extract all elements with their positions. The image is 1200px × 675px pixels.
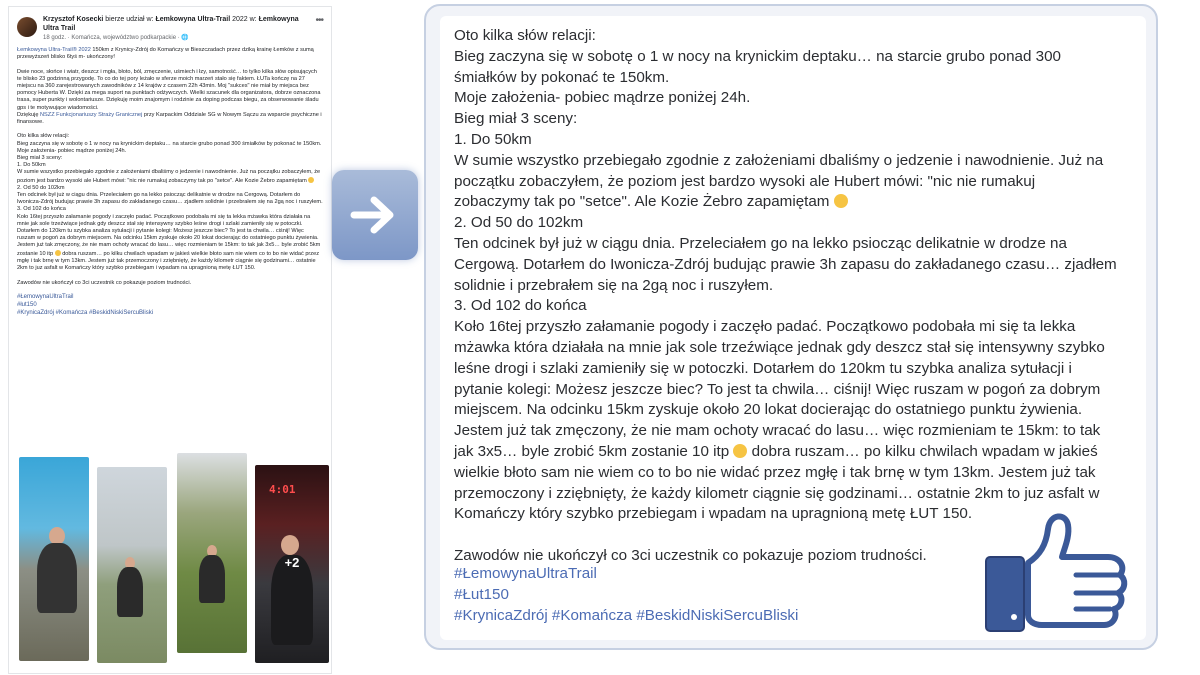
intro-text: 150km z Krynicy-Zdrój do Komańczy w Bieszczadach przez dziką krainę Łemków z sumą przewyższeń blisko 6tyś m- ukończony!: [17, 47, 316, 61]
photo-grid: [19, 453, 329, 667]
card-scene-3-text-2: dobra ruszam… po kilku chwilach wpadam w jakieś wielkie błoto sam nie wiem co to bo nie widać przez mgłę i tak brnę w tym 13km. Jestem już tak przemoczony i zziębnięty, że każdy kilometr ciągnie się godzinami… ostatnie 2km to juz asfalt w Komańczy który szybko przebiegam i wpadam na upragnioną metę ŁUT 150.: [454, 442, 1100, 523]
card-scene-2-text: Ten odcinek był już w ciągu dnia. Przeleciałem go na lekko psiocząc delikatnie w drodze na Cergową. Dotarłem do Iwonicza-Zdrój budując prawie 3h zapasu do zakładanego czasu… zjadłem solidnie i przebrałem się na 2gą noc i ruszyłem.: [454, 234, 1117, 294]
story-text-3: dobra ruszam… po kilku chwilach wpadam w jakieś wielkie błoto sam nie wiem co to bo nie widać przez mgłę i tak brnę w tym 13km. Jestem już tak przemoczony i zziębnięty, że każdy kilometr ciągnie się godzinami… ostatnie 2km to juz asfalt w Komańczy który szybko przebiegam i wpadam na upragnioną metę ŁUT 150.: [17, 250, 321, 272]
closing-text: Zawodów nie ukończył co 3ci uczestnik co pokazuje poziom trudności.: [17, 279, 192, 286]
post-meta: 18 godz. · Komańcza, województwo podkarpackie · 🌐: [43, 35, 189, 41]
runner-body: [199, 555, 225, 603]
photo-runner-4[interactable]: [255, 465, 329, 663]
card-line-intro: Oto kilka słów relacji:: [454, 27, 596, 44]
card-scene-3-title: 3. Od 102 do końca: [454, 297, 587, 315]
runner-body: [37, 543, 77, 613]
photo-runner-2[interactable]: [97, 467, 167, 663]
post-header-text: [43, 15, 311, 43]
more-photos-count[interactable]: +2: [284, 555, 300, 570]
runner-head: [281, 535, 299, 555]
card-line-start: Bieg zaczyna się w sobotę o 1 w nocy na krynickim deptaku… na starcie grubo ponad 300 śmiałków by pokonać te 150km.: [454, 47, 1061, 86]
thanks-suffix: przy Karpackim Oddziale SG w Nowym Sączu za wsparcie psychiczne i finansowe.: [17, 111, 324, 126]
card-scene-1-title: 1. Do 50km: [454, 130, 532, 148]
thumbs-up-icon: [980, 505, 1130, 635]
photo-runner-3[interactable]: [177, 453, 247, 653]
post-paragraph-1: Dwie noce, słońce i wiatr, deszcz i mgła, błoto, ból, zmęczenie, uśmiech i łzy, samotność… to tylko kilka słów opisujących te blisko 23 godzinną przygodę. To co do tej pory leżało w sferze moich marzeń stało się faktem. ŁUTa kończę na 27 miejscu na 360 zarejestrowanych zawodników z 14 krajów z czasem 22h 43min. Moj "sukces" nie miał by miejsca bez pomocy Huberta W. Dzięki za mega suport na punktach odżywczych. Wielki szacunek dla organizatora, dobrze oznaczona trasa, super punkty i wolontariusze. Dziękuję moim znajomym i rodzinie za doping podczas biegu, za obserwowanie śladu gps i te motywujące wiadomości.: [17, 68, 323, 111]
wink-emoji-icon: [733, 444, 747, 458]
card-line-scenes: Bieg miał 3 sceny:: [454, 110, 578, 128]
card-closing: Zawodów nie ukończył co 3ci uczestnik co pokazuje poziom trudności.: [454, 546, 927, 564]
card-scene-1-text: W sumie wszystko przebiegało zgodnie z założeniami dbaliśmy o jedzenie i nawodnienie. Już na początku zobaczyłem, że poziom jest bardzo wysoki ale Hubert mówi: "nic nie rumakuj zobaczymy tak po "setce". Ale Kozie Żebro zapamiętam: [454, 151, 1104, 211]
event-year: 2022 w:: [232, 16, 257, 23]
photo-runner-1[interactable]: [19, 457, 89, 661]
more-options-icon[interactable]: •••: [315, 15, 323, 26]
event-name[interactable]: Łemkowyna Ultra-Trail: [155, 16, 231, 23]
finish-clock: 4:01: [269, 483, 296, 496]
card-scene-3-text: Koło 16tej przyszło załamanie pogody i zaczęło padać. Początkowo podobała mi się ta lekka mżawka która działała na mnie jak sole trzeźwiące jednak gdy deszcz stał się intensywny szybko leśne drogi i szlaki zamieniły się w potoczki. Dotarłem do 120km tu szybka analiza sytułacji i pytanie kolegi: Możesz jeszcze biec? To jest ta chwila… ciśnij! Więc ruszam w pogoń za dobrym miejscem. Na odcinku 15km zyskuje około 20 lokat docierając do ostatniego punktu żywienia. Jestem już tak zmęczony, że nie mam ochoty wracać do lasu… więc rozmieniam te 15km: to tak jak 3x5… byle zrobić 5km zostanie 10 itp: [454, 318, 1105, 460]
thanks-prefix: Dziękuję: [17, 111, 41, 118]
post-header: [9, 7, 331, 47]
runner-body: [117, 567, 143, 617]
facebook-post: [8, 6, 332, 674]
wink-emoji-icon: [834, 194, 848, 208]
right-arrow-icon: [332, 170, 418, 260]
avatar[interactable]: [17, 17, 37, 37]
post-action: bierze udział w:: [105, 16, 154, 23]
event-link[interactable]: Łemkowyna Ultra-Trail® 2022: [17, 47, 91, 53]
story-text: Oto kilka słów relacji: Bieg zaczyna się w sobotę o 1 w nocy na krynickim deptaku… na starcie grubo ponad 300 śmiałków by pokonać te 150km. Moje założenia- pobiec mądrze poniżej 24h. Bieg miał 3 sceny: 1. Do 50km W sumie wszystko przebiegało zgodnie z założeniami dbaliśmy o jedzenie i nawodnienie. Już na początku zobaczyłem, że poziom jest bardzo wysoki ale Hubert mówi: "nic nie rumakuj zobaczymy tak po "setce". Ale Kozie Żebro zapamiętam: [17, 133, 322, 184]
event-name-repeat[interactable]: Łemkowyna Ultra Trail: [43, 16, 299, 32]
card-story: [454, 26, 1154, 567]
post-body: [9, 47, 331, 287]
wink-emoji-icon: [308, 177, 314, 183]
post-hashtags[interactable]: #ŁemowynaUltraTrail #łut150 #KrynicaZdrój #Komańcza #BeskidNiskiSercuBliski: [17, 293, 154, 316]
card-line-goal: Moje założenia- pobiec mądrze poniżej 24h.: [454, 89, 751, 107]
thanks-link[interactable]: NSZZ Funkcjonariuszy Straży Granicznej: [40, 111, 143, 118]
card-scene-2-title: 2. Od 50 do 102km: [454, 214, 584, 232]
story-text-2: 2. Od 50 do 102km Ten odcinek był już w ciągu dnia. Przeleciałem go na lekko psiocząc delikatnie w drodze na Cergową. Dotarłem do Iwonicza-Zdrój budując prawie 3h zapasu do zakładanego czasu… zjadłem solidnie i przebrałem się na 2gą noc i ruszyłem. 3. Od 102 do końca Koło 16tej przyszło załamanie pogody i zaczęło padać. Początkowo podobała mi się ta lekka mżawka która działała na mnie jak sole trzeźwiące jednak gdy deszcz stał się intensywny szybko leśne drogi i szlaki zamieniły się w potoczki. Dotarłem do 120km tu szybka analiza sytułacji i pytanie kolegi: Możesz jeszcze biec? To jest ta chwila… ciśnij! Więc ruszam w pogoń za dobrym miejscem. Na odcinku 15km zyskuje około 20 lokat docierając do ostatniego punktu żywienia. Jestem już tak zmęczony, że nie mam ochoty wracać do lasu… więc rozmieniam te 15km: to tak jak 3x5… byle zrobić 5km zostanie 10 itp: [17, 184, 323, 257]
card-hashtags[interactable]: #ŁemowynaUltraTrail #Łut150 #KrynicaZdrój #Komańcza #BeskidNiskiSercuBliski: [454, 565, 799, 624]
author-name[interactable]: Krzysztof Kosecki: [43, 16, 104, 23]
